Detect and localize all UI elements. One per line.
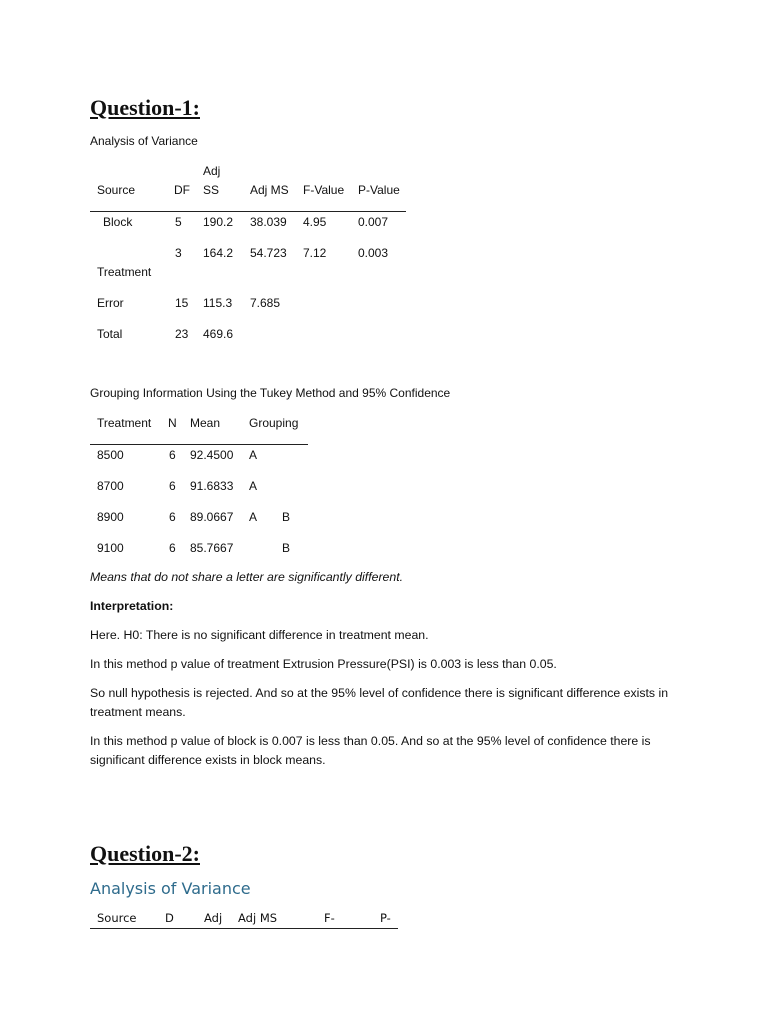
row-f-value: 7.12 xyxy=(303,246,327,260)
row-adj-ms: 7.685 xyxy=(250,296,281,310)
anova-2-title: Analysis of Variance xyxy=(90,879,251,898)
row-adj-ms: 38.039 xyxy=(250,215,287,229)
header-adj: Adj xyxy=(204,911,223,925)
row-df: 5 xyxy=(175,215,182,229)
anova-2-header-divider xyxy=(90,928,398,929)
header-adj-ss-bottom: SS xyxy=(203,183,220,197)
row-n: 6 xyxy=(169,510,176,524)
interpretation-paragraph: In this method p value of block is 0.007 is less than 0.05. And so at the 95% level of confidence there is significant difference exists in block means. xyxy=(90,734,651,767)
header-n: N xyxy=(168,416,177,430)
question-2-heading: Question-2: xyxy=(90,841,200,866)
header-adj-ms: Adj MS xyxy=(250,183,289,197)
row-df: 23 xyxy=(175,327,189,341)
row-p-value: 0.007 xyxy=(358,215,389,229)
row-treatment: 8900 xyxy=(97,510,124,524)
header-treatment: Treatment xyxy=(97,416,152,430)
header-adj-ss-top: Adj xyxy=(203,164,221,178)
row-df: 15 xyxy=(175,296,189,310)
header-f: F- xyxy=(324,911,335,925)
header-df: DF xyxy=(174,183,190,197)
row-group-1: A xyxy=(249,448,258,462)
header-f-value: F-Value xyxy=(303,183,345,197)
header-mean: Mean xyxy=(190,416,221,430)
row-source: Error xyxy=(97,296,124,310)
row-mean: 91.6833 xyxy=(190,479,234,493)
header-p: P- xyxy=(380,911,391,925)
row-source: Treatment xyxy=(97,265,152,279)
header-adj-ms: Adj MS xyxy=(238,911,278,925)
row-mean: 89.0667 xyxy=(190,510,234,524)
tukey-note: Means that do not share a letter are significantly different. xyxy=(90,570,404,584)
anova-header-divider xyxy=(90,211,406,212)
row-f-value: 4.95 xyxy=(303,215,327,229)
row-adj-ss: 469.6 xyxy=(203,327,234,341)
row-n: 6 xyxy=(169,448,176,462)
interpretation-paragraph: Here. H0: There is no significant difference in treatment mean. xyxy=(90,628,429,642)
row-group-1: A xyxy=(249,510,258,524)
row-p-value: 0.003 xyxy=(358,246,389,260)
tukey-title: Grouping Information Using the Tukey Method and 95% Confidence xyxy=(90,386,451,400)
row-adj-ss: 115.3 xyxy=(203,296,233,310)
row-n: 6 xyxy=(169,479,176,493)
row-group-2: B xyxy=(282,510,291,524)
interpretation-paragraph: So null hypothesis is rejected. And so at the 95% level of confidence there is significant difference exists in treatment means. xyxy=(90,686,669,719)
row-treatment: 9100 xyxy=(97,541,124,555)
row-df: 3 xyxy=(175,246,182,260)
question-1-heading: Question-1: xyxy=(90,95,200,120)
anova-title: Analysis of Variance xyxy=(90,134,198,148)
interpretation-label: Interpretation: xyxy=(90,599,174,613)
row-group-2: B xyxy=(282,541,291,555)
row-adj-ss: 164.2 xyxy=(203,246,234,260)
tukey-header-divider xyxy=(90,444,308,445)
row-source: Block xyxy=(103,215,133,229)
header-p-value: P-Value xyxy=(358,183,400,197)
row-source: Total xyxy=(97,327,123,341)
row-adj-ms: 54.723 xyxy=(250,246,287,260)
row-treatment: 8500 xyxy=(97,448,124,462)
row-mean: 92.4500 xyxy=(190,448,234,462)
header-source: Source xyxy=(97,911,137,925)
interpretation-paragraph: In this method p value of treatment Extrusion Pressure(PSI) is 0.003 is less than 0.05. xyxy=(90,657,557,671)
header-grouping: Grouping xyxy=(249,416,299,430)
header-d: D xyxy=(165,911,174,925)
row-treatment: 8700 xyxy=(97,479,124,493)
row-mean: 85.7667 xyxy=(190,541,234,555)
row-n: 6 xyxy=(169,541,176,555)
row-adj-ss: 190.2 xyxy=(203,215,234,229)
row-group-1: A xyxy=(249,479,258,493)
header-source: Source xyxy=(97,183,136,197)
